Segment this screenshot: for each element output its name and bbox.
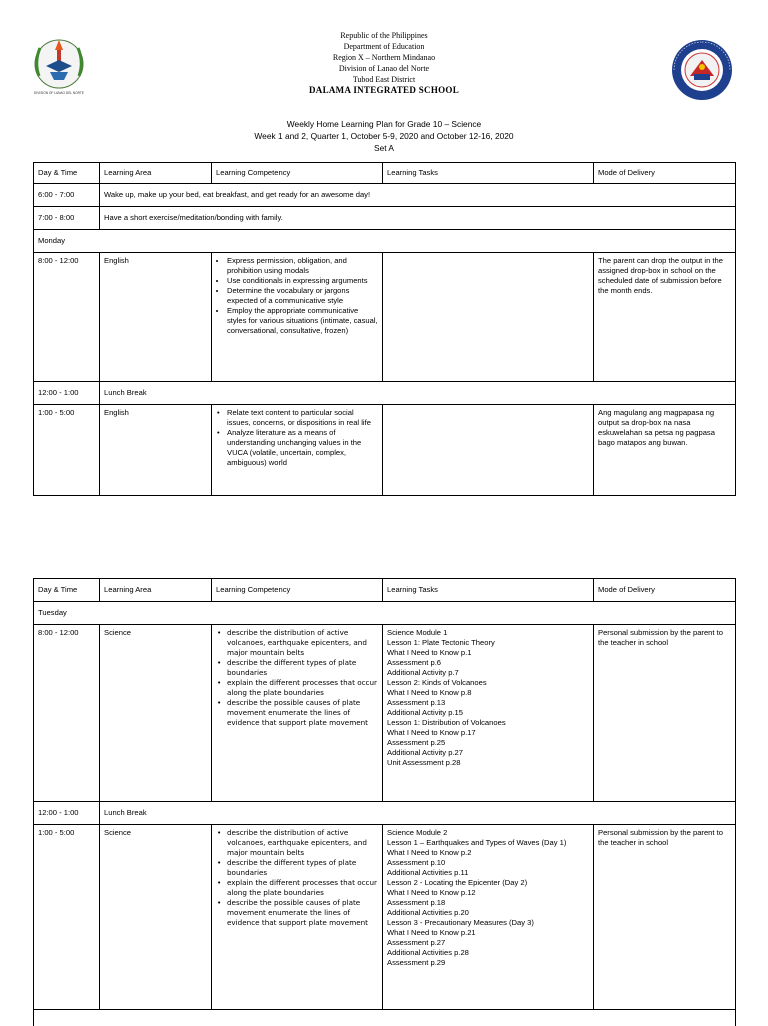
task-line: Additional Activities p.28 — [387, 948, 589, 958]
letterhead-line: Division of Lanao del Norte — [0, 63, 768, 74]
table-header-row — [34, 163, 736, 184]
competency-cell — [212, 405, 383, 496]
list-item: • Use conditionals in expressing arguments — [227, 276, 378, 286]
task-line: Additional Activities p.11 — [387, 868, 589, 878]
competency-cell — [212, 253, 383, 382]
table-row — [34, 184, 736, 207]
table-row — [34, 207, 736, 230]
column-header: Mode of Delivery — [594, 163, 736, 184]
task-line: Lesson 2 - Locating the Epicenter (Day 2) — [387, 878, 589, 888]
task-line: Lesson 2: Kinds of Volcanoes — [387, 678, 589, 688]
learning-area-cell: Science — [100, 625, 212, 802]
task-line: Lesson 1: Distribution of Volcanoes — [387, 718, 589, 728]
task-line: Additional Activity p.27 — [387, 748, 589, 758]
letterhead-line: Region X – Northern Mindanao — [0, 52, 768, 63]
task-line: Lesson 3 - Precautionary Measures (Day 3) — [387, 918, 589, 928]
column-header: Learning Tasks — [383, 579, 594, 602]
svg-text:DIVISION OF LANAO DEL NORTE: DIVISION OF LANAO DEL NORTE — [34, 91, 84, 95]
task-line: Science Module 2 — [387, 828, 589, 838]
competency-cell — [212, 625, 383, 802]
activity-cell: Have a short exercise/meditation/bonding with family. — [100, 207, 736, 230]
table-row — [34, 405, 736, 496]
school-name: DALAMA INTEGRATED SCHOOL — [0, 85, 768, 96]
column-header: Day & Time — [34, 163, 100, 184]
plan-subtitle: Week 1 and 2, Quarter 1, October 5-9, 2020 and October 12-16, 2020 — [0, 130, 768, 142]
activity-cell: Lunch Break — [100, 802, 736, 825]
letterhead-line: Tubod East District — [0, 74, 768, 85]
list-item: • Determine the vocabulary or jargons expected of a communicative style — [227, 286, 378, 306]
table-row — [34, 625, 736, 802]
learning-area-cell: Science — [100, 825, 212, 1010]
task-line: Assessment p.13 — [387, 698, 589, 708]
tasks-cell — [383, 825, 594, 1010]
task-line: Assessment p.18 — [387, 898, 589, 908]
schedule-table-tuesday — [33, 578, 736, 1026]
table-row — [34, 825, 736, 1010]
table-row — [34, 382, 736, 405]
table-row — [34, 253, 736, 382]
competency-cell — [212, 825, 383, 1010]
letterhead-line: Department of Education — [0, 41, 768, 52]
plan-set: Set A — [0, 142, 768, 154]
column-header: Learning Competency — [212, 579, 383, 602]
task-line: What I Need to Know p.8 — [387, 688, 589, 698]
day-label: Tuesday — [34, 602, 736, 625]
list-item: • explain the different processes that occur along the plate boundaries — [227, 678, 378, 698]
day-row — [34, 230, 736, 253]
column-header: Learning Competency — [212, 163, 383, 184]
schedule-table-monday — [33, 162, 736, 496]
learning-area-cell: English — [100, 405, 212, 496]
time-cell: 7:00 - 8:00 — [34, 207, 100, 230]
competency-list — [216, 628, 378, 728]
day-label: Monday — [34, 230, 736, 253]
letterhead — [0, 30, 768, 96]
task-line: Assessment p.27 — [387, 938, 589, 948]
plan-title-block — [0, 118, 768, 154]
column-header: Mode of Delivery — [594, 579, 736, 602]
task-line: What I Need to Know p.12 — [387, 888, 589, 898]
time-cell: 12:00 - 1:00 — [34, 382, 100, 405]
column-header: Learning Area — [100, 579, 212, 602]
competency-list — [216, 408, 378, 468]
task-line: Assessment p.25 — [387, 738, 589, 748]
delivery-cell: Ang magulang ang magpapasa ng output sa drop-box na nasa eskuwelahan sa petsa ng pagpasa bago matapos ang buwan. — [594, 405, 736, 496]
task-line: Assessment p.10 — [387, 858, 589, 868]
time-cell: 8:00 - 12:00 — [34, 625, 100, 802]
time-cell: 1:00 - 5:00 — [34, 405, 100, 496]
task-line: Lesson 1: Plate Tectonic Theory — [387, 638, 589, 648]
task-line: Science Module 1 — [387, 628, 589, 638]
list-item: • describe the distribution of active volcanoes, earthquake epicenters, and major mountain belts — [227, 828, 378, 858]
competency-list — [216, 828, 378, 928]
delivery-cell: The parent can drop the output in the assigned drop-box in school on the scheduled date of submission before the month ends. — [594, 253, 736, 382]
time-cell: 6:00 - 7:00 — [34, 184, 100, 207]
table-row — [34, 802, 736, 825]
tasks-cell — [383, 253, 594, 382]
competency-list — [216, 256, 378, 336]
task-line: Assessment p.6 — [387, 658, 589, 668]
list-item: • describe the distribution of active volcanoes, earthquake epicenters, and major mountain belts — [227, 628, 378, 658]
day-row — [34, 602, 736, 625]
task-line: Unit Assessment p.28 — [387, 758, 589, 768]
list-item: • Analyze literature as a means of understanding unchanging values in the VUCA (volatile, uncertain, complex, ambiguous) world — [227, 428, 378, 468]
delivery-cell: Personal submission by the parent to the teacher in school — [594, 625, 736, 802]
letterhead-line: Republic of the Philippines — [0, 30, 768, 41]
list-item: • Employ the appropriate communicative styles for various situations (intimate, casual, conversational, consultative, frozen) — [227, 306, 378, 336]
task-line: Additional Activity p.7 — [387, 668, 589, 678]
task-line: Assessment p.29 — [387, 958, 589, 968]
list-item: • describe the different types of plate boundaries — [227, 858, 378, 878]
list-item: • Relate text content to particular social issues, concerns, or dispositions in real life — [227, 408, 378, 428]
plan-title: Weekly Home Learning Plan for Grade 10 – Science — [0, 118, 768, 130]
task-line: What I Need to Know p.1 — [387, 648, 589, 658]
task-line: What I Need to Know p.2 — [387, 848, 589, 858]
tasks-cell — [383, 625, 594, 802]
column-header: Learning Area — [100, 163, 212, 184]
delivery-cell: Personal submission by the parent to the teacher in school — [594, 825, 736, 1010]
activity-cell: Wake up, make up your bed, eat breakfast, and get ready for an awesome day! — [100, 184, 736, 207]
list-item: • describe the possible causes of plate movement enumerate the lines of evidence that support plate movement — [227, 698, 378, 728]
task-line: Additional Activity p.15 — [387, 708, 589, 718]
task-line: Lesson 1 – Earthquakes and Types of Waves (Day 1) — [387, 838, 589, 848]
column-header: Day & Time — [34, 579, 100, 602]
task-line: What I Need to Know p.21 — [387, 928, 589, 938]
task-line: Additional Activities p.20 — [387, 908, 589, 918]
list-item: • describe the possible causes of plate movement enumerate the lines of evidence that support plate movement — [227, 898, 378, 928]
list-item: • explain the different processes that occur along the plate boundaries — [227, 878, 378, 898]
time-cell: 8:00 - 12:00 — [34, 253, 100, 382]
time-cell: 1:00 - 5:00 — [34, 825, 100, 1010]
tasks-cell — [383, 405, 594, 496]
list-item: • Express permission, obligation, and prohibition using modals — [227, 256, 378, 276]
table-header-row — [34, 579, 736, 602]
column-header: Learning Tasks — [383, 163, 594, 184]
activity-cell: Lunch Break — [100, 382, 736, 405]
list-item: • describe the different types of plate boundaries — [227, 658, 378, 678]
task-line: What I Need to Know p.17 — [387, 728, 589, 738]
time-cell: 12:00 - 1:00 — [34, 802, 100, 825]
learning-area-cell: English — [100, 253, 212, 382]
